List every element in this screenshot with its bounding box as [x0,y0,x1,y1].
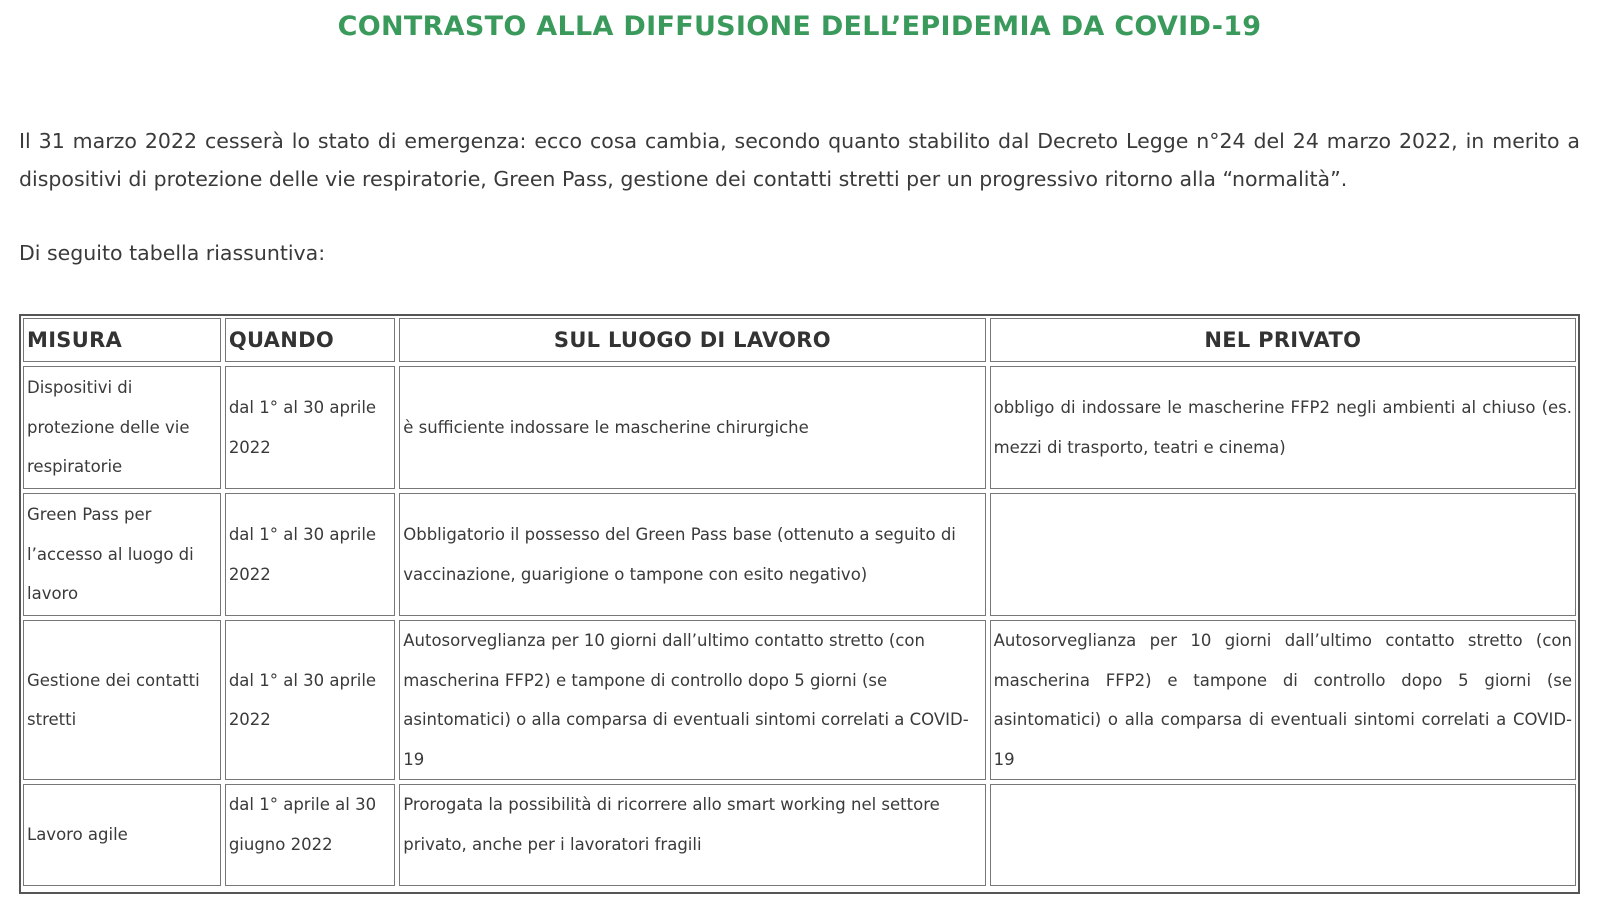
header-nel-privato: NEL PRIVATO [990,318,1576,362]
cell-lavoro: Obbligatorio il possesso del Green Pass base (ottenuto a seguito di vaccinazione, guarigione o tampone con esito negativo) [399,493,985,616]
intro-paragraph: Il 31 marzo 2022 cesserà lo stato di emergenza: ecco cosa cambia, secondo quanto stabilito dal Decreto Legge n°24 del 24 marzo 2022, in merito a dispositivi di protezione delle vie respiratorie, Green Pass, gestione dei contatti stretti per un progressivo ritorno alla “normalità”. [19,129,1580,191]
cell-lavoro: Autosorveglianza per 10 giorni dall’ultimo contatto stretto (con mascherina FFP2) e tampone di controllo dopo 5 giorni (se asintomatici) o alla comparsa di eventuali sintomi correlati a COVID-19 [399,620,985,780]
cell-misura: Gestione dei contatti stretti [23,620,221,780]
cell-privato [990,784,1576,886]
cell-misura: Dispositivi di protezione delle vie respiratorie [23,366,221,489]
cell-lavoro: è sufficiente indossare le mascherine chirurgiche [399,366,985,489]
summary-table-frame [19,314,1580,894]
cell-privato: obbligo di indossare le mascherine FFP2 negli ambienti al chiuso (es. mezzi di trasporto, teatri e cinema) [990,366,1576,489]
page-title: CONTRASTO ALLA DIFFUSIONE DELL’EPIDEMIA DA COVID-19 [337,11,1262,42]
header-luogo-di-lavoro: SUL LUOGO DI LAVORO [399,318,985,362]
summary-label: Di seguito tabella riassuntiva: [19,241,326,265]
cell-lavoro: Prorogata la possibilità di ricorrere allo smart working nel settore privato, anche per i lavoratori fragili [399,784,985,886]
table-header-row [23,318,1576,362]
summary-table [19,314,1580,890]
cell-quando: dal 1° al 30 aprile 2022 [225,366,395,489]
cell-privato [990,493,1576,616]
cell-misura: Green Pass per l’accesso al luogo di lavoro [23,493,221,616]
cell-quando: dal 1° al 30 aprile 2022 [225,620,395,780]
cell-quando: dal 1° aprile al 30 giugno 2022 [225,784,395,886]
cell-misura: Lavoro agile [23,784,221,886]
table-row [23,493,1576,616]
header-quando: QUANDO [225,318,395,362]
table-row [23,784,1576,886]
table-row [23,366,1576,489]
header-misura: MISURA [23,318,221,362]
cell-quando: dal 1° al 30 aprile 2022 [225,493,395,616]
table-row [23,620,1576,780]
cell-privato: Autosorveglianza per 10 giorni dall’ultimo contatto stretto (con mascherina FFP2) e tampone di controllo dopo 5 giorni (se asintomatici) o alla comparsa di eventuali sintomi correlati a COVID-19 [990,620,1576,780]
